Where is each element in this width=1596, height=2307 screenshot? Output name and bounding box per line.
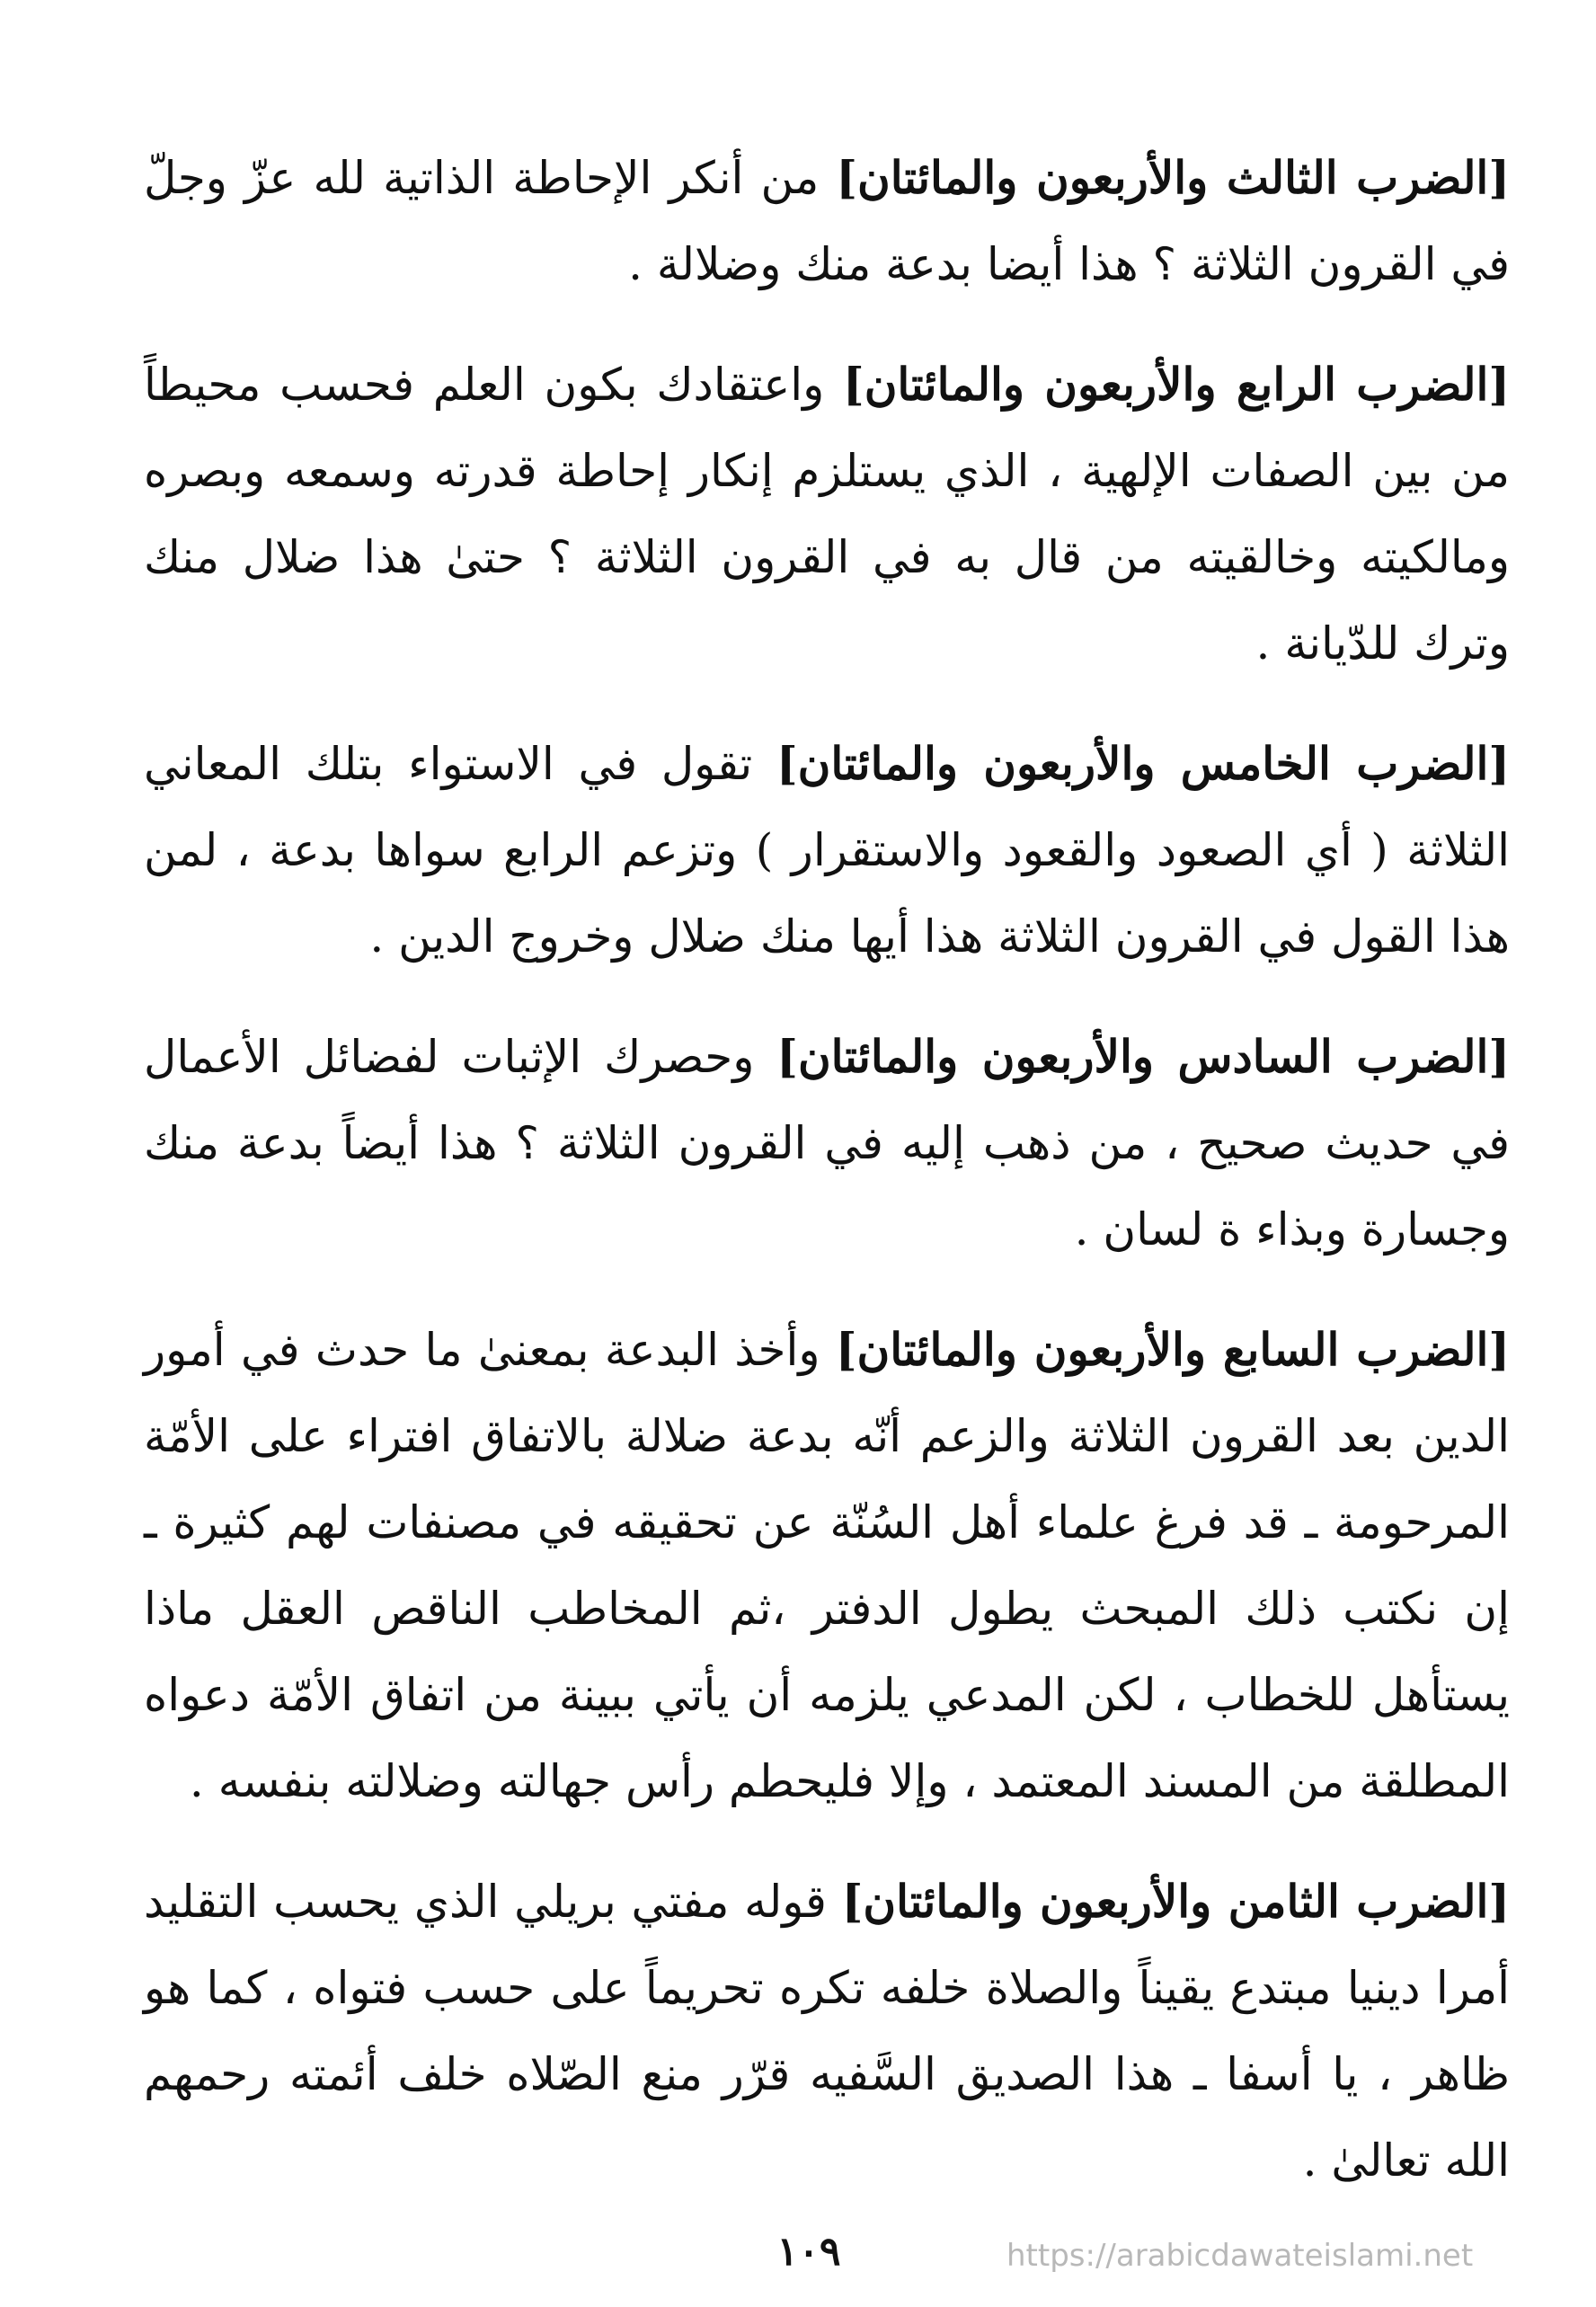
paragraph-text: قوله مفتي بريلي الذي يحسب التقليد أمرا دينيا مبتدع يقيناً والصلاة خلفه تكره تحريماً على حسب فتواه ، كما هو ظاهر ، يا أسفا ـ هذا الصديق السَّفيه قرّر منع الصّلاه خلف أئمته رحمهم الله تعالىٰ . bbox=[144, 1876, 1510, 2187]
paragraph-246 bbox=[144, 1014, 1510, 1273]
paragraph-245 bbox=[144, 721, 1510, 980]
paragraph-heading: [الضرب السادس والأربعون والمائتان] bbox=[776, 1030, 1510, 1083]
paragraph-text: تقول في الاستواء بتلك المعاني الثلاثة ( أي الصعود والقعود والاستقرار ) وتزعم الرابع سواها بدعة ، لمن هذا القول في القرون الثلاثة هذا أيها منك ضلال وخروج الدين . bbox=[144, 738, 1510, 963]
paragraph-heading: [الضرب الثامن والأربعون والمائتان] bbox=[841, 1875, 1510, 1928]
page-number: ١٠٩ bbox=[776, 2229, 841, 2275]
paragraph-text: وأخذ البدعة بمعنىٰ ما حدث في أمور الدين بعد القرون الثلاثة والزعم أنّه بدعة ضلالة بالاتفاق افتراء على الأمّة المرحومة ـ قد فرغ علماء أهل السُنّة عن تحقيقه في مصنفات لهم كثيرة ـ إن نكتب ذلك المبحث يطول الدفتر ،ثم المخاطب الناقص العقل ماذا يستأهل للخطاب ، لكن المدعي يلزمه أن يأتي ببينة من اتفاق الأمّة دعواه المطلقة من المسند المعتمد ، وإلا فليحطم رأس جهالته وضلالته بنفسه . bbox=[144, 1324, 1510, 1807]
paragraph-heading: [الضرب السابع والأربعون والمائتان] bbox=[835, 1323, 1511, 1376]
paragraph-247 bbox=[144, 1307, 1510, 1824]
paragraph-text: واعتقادك بكون العلم فحسب محيطاً من بين الصفات الإلهية ، الذي يستلزم إنكار إحاطة قدرته وسمعه وبصره ومالكيته وخالقيته من قال به في القرون الثلاثة ؟ حتىٰ هذا ضلال منك وترك للدّيانة . bbox=[144, 359, 1510, 670]
paragraph-243 bbox=[144, 135, 1510, 307]
paragraph-heading: [الضرب الثالث والأربعون والمائتان] bbox=[836, 151, 1510, 204]
paragraph-heading: [الضرب الرابع والأربعون والمائتان] bbox=[843, 358, 1510, 411]
paragraph-248 bbox=[144, 1859, 1510, 2204]
watermark-url: https://arabicdawateislami.net bbox=[1006, 2238, 1474, 2274]
paragraph-text: من أنكر الإحاطة الذاتية لله عزّ وجلّ في القرون الثلاثة ؟ هذا أيضا بدعة منك وضلالة . bbox=[144, 152, 1510, 290]
paragraph-244 bbox=[144, 342, 1510, 687]
page-body bbox=[144, 135, 1510, 2238]
page-footer bbox=[0, 2229, 1596, 2283]
paragraph-text: وحصرك الإثبات لفضائل الأعمال في حديث صحيح ، من ذهب إليه في القرون الثلاثة ؟ هذا أيضاً بدعة منك وجسارة وبذاء ة لسان . bbox=[144, 1031, 1510, 1256]
paragraph-heading: [الضرب الخامس والأربعون والمائتان] bbox=[776, 737, 1510, 790]
